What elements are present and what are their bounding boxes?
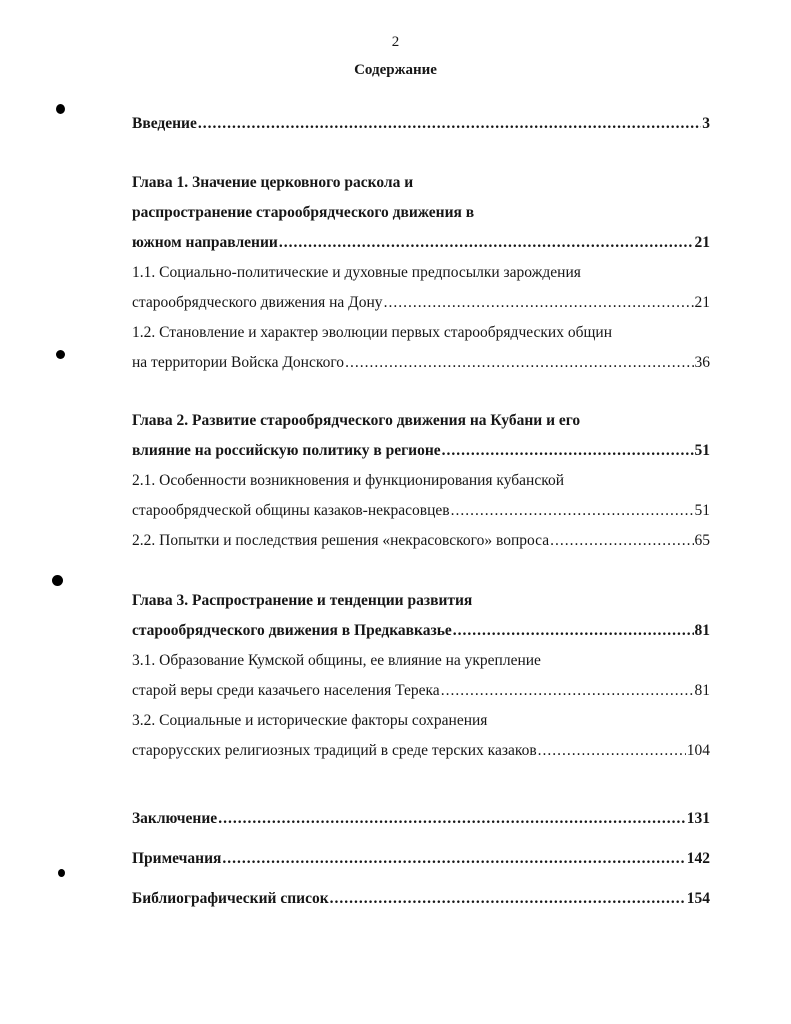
toc-entry-line: Глава 2. Развитие старообрядческого движения на Кубани и его <box>132 412 581 429</box>
toc-entry-line: 2.1. Особенности возникновения и функционирования кубанской <box>132 472 565 489</box>
toc-entry-text: Заключение <box>132 810 218 827</box>
dot-leader <box>441 680 694 702</box>
toc-entry-line <box>132 292 710 314</box>
toc-entry-text: старой веры среди казачьего населения Терека <box>132 682 440 699</box>
toc-page-number: 104 <box>686 742 710 759</box>
toc-page-number: 21 <box>694 294 710 311</box>
dot-leader <box>330 888 686 910</box>
toc-entry-line: 3.2. Социальные и исторические факторы сохранения <box>132 712 488 729</box>
toc-page-number: 81 <box>694 682 710 699</box>
dot-leader <box>222 848 685 870</box>
toc-entry-text: 2.2. Попытки и последствия решения «некрасовского» вопроса <box>132 532 550 549</box>
toc-entry-text: старообрядческого движения на Дону <box>132 294 383 311</box>
toc-entry-line <box>132 740 710 762</box>
toc-page-number: 154 <box>686 890 710 907</box>
toc-entry-line <box>132 848 710 870</box>
toc-page-number: 142 <box>686 850 710 867</box>
page-title: Содержание <box>354 62 437 78</box>
toc-entry-line <box>132 530 710 552</box>
toc-entry-text: Библиографический список <box>132 890 329 907</box>
toc-page-number: 3 <box>702 115 710 132</box>
toc-page-number: 51 <box>694 502 710 519</box>
dot-leader <box>384 292 694 314</box>
toc-entry-line <box>132 620 710 642</box>
toc-entry-line <box>132 232 710 254</box>
dot-leader <box>279 232 694 254</box>
scan-speck <box>56 350 65 359</box>
toc-page-number: 65 <box>694 532 710 549</box>
toc-page-number: 36 <box>694 354 710 371</box>
scan-speck <box>58 869 65 877</box>
dot-leader <box>218 808 686 830</box>
toc-entry-text: старообрядческой общины казаков-некрасовцев <box>132 502 450 519</box>
toc-page-number: 131 <box>686 810 710 827</box>
toc-entry-text: старообрядческого движения в Предкавказье <box>132 622 452 639</box>
toc-entry-text: влияние на российскую политику в регионе <box>132 442 441 459</box>
toc-entry-text: старорусских религиозных традиций в среде терских казаков <box>132 742 537 759</box>
scan-speck <box>56 104 65 114</box>
toc-entry-line: Глава 1. Значение церковного раскола и <box>132 174 414 191</box>
dot-leader <box>538 740 686 762</box>
toc-entry-text: Примечания <box>132 850 222 867</box>
toc-entry-line <box>132 680 710 702</box>
toc-page-number: 81 <box>694 622 710 639</box>
toc-entry-line: Глава 3. Распространение и тенденции развития <box>132 592 473 609</box>
toc-entry-line: 1.2. Становление и характер эволюции первых старообрядческих общин <box>132 324 612 341</box>
toc-entry-text: Введение <box>132 115 197 132</box>
toc-page-number: 51 <box>694 442 710 459</box>
toc-entry-text: на территории Войска Донского <box>132 354 345 371</box>
toc-page-number: 21 <box>694 234 710 251</box>
dot-leader <box>345 352 693 374</box>
toc-entry-line <box>132 888 710 910</box>
toc-entry-line <box>132 440 710 462</box>
dot-leader <box>198 113 701 135</box>
toc-entry-line: 3.1. Образование Кумской общины, ее влияние на укрепление <box>132 652 541 669</box>
dot-leader <box>451 500 694 522</box>
toc-entry-text: южном направлении <box>132 234 278 251</box>
toc-entry-line: 1.1. Социально-политические и духовные предпосылки зарождения <box>132 264 581 281</box>
toc-entry-line <box>132 113 710 135</box>
dot-leader <box>453 620 694 642</box>
dot-leader <box>442 440 694 462</box>
toc-entry-line <box>132 500 710 522</box>
dot-leader <box>550 530 693 552</box>
page-number: 2 <box>391 34 400 50</box>
scan-speck <box>52 575 63 586</box>
toc-entry-line: распространение старообрядческого движения в <box>132 204 475 221</box>
toc-entry-line <box>132 808 710 830</box>
toc-entry-line <box>132 352 710 374</box>
